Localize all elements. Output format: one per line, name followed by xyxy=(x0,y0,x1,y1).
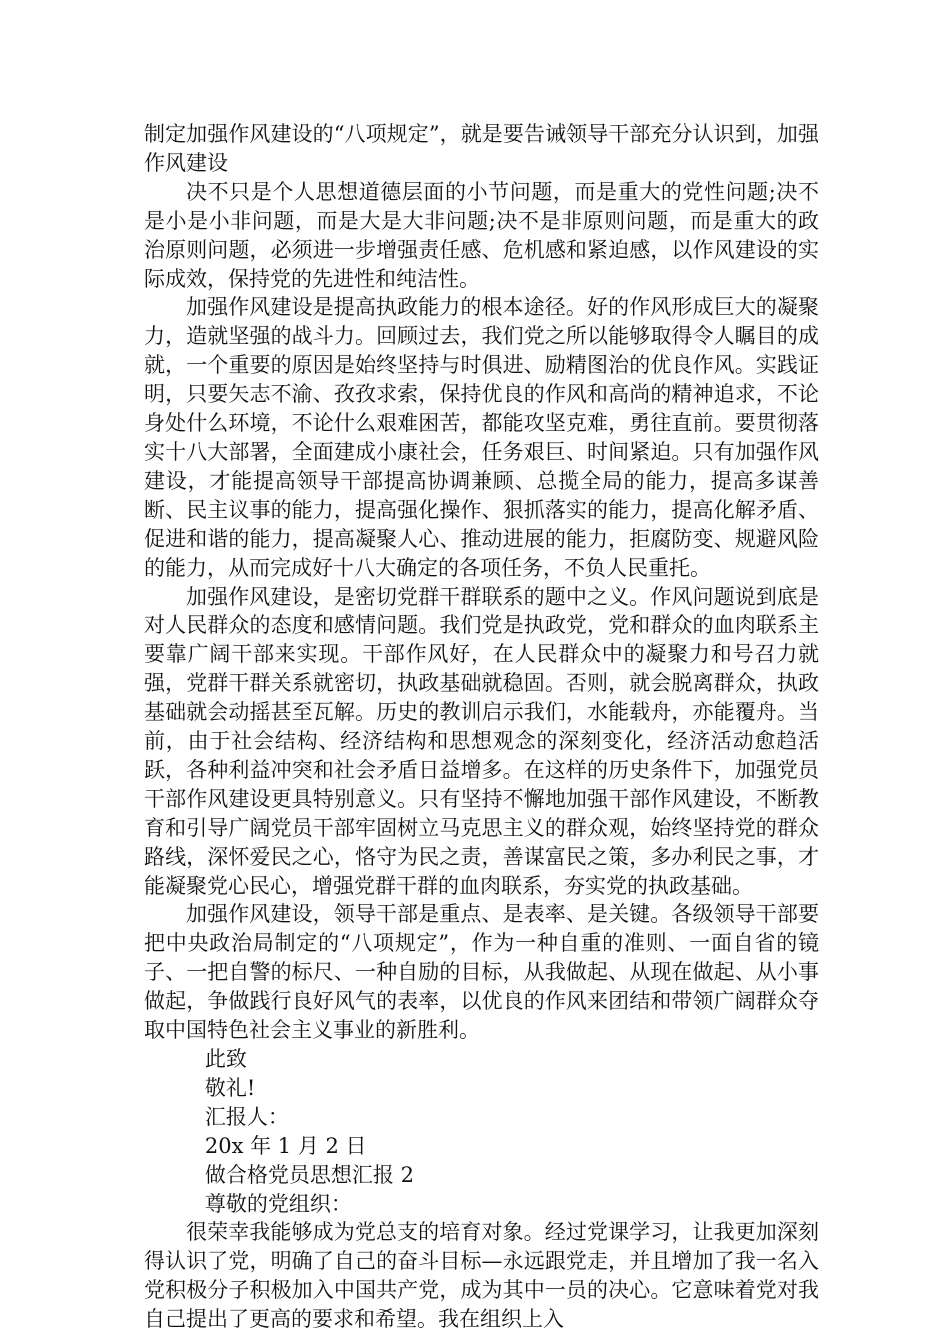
paragraph-leading-cadres: 加强作风建设，领导干部是重点、是表率、是关键。各级领导干部要把中央政治局制定的“八项规定”，作为一种自重的准则、一面自省的镜子、一把自警的标尺、一种自励的目标，从我做起、从现在做起、从小事做起，争做践行良好风气的表率，以优良的作风来团结和带领广阔群众夺取中国特色社会主义事业的新胜利。 xyxy=(144,902,819,1043)
document-body xyxy=(144,120,819,1334)
second-report-title: 做合格党员思想汇报 2 xyxy=(204,1162,414,1187)
paragraph-training-object: 很荣幸我能够成为党总支的培育对象。经过党课学习，让我更加深刻得认识了党，明确了自己的奋斗目标—永远跟党走，并且增加了我一名入党积极分子积极加入中国共产党，成为其中一员的决心。它意味着党对我自己提出了更高的要求和希望。我在组织上入 xyxy=(144,1220,819,1332)
paragraph-party-spirit: 决不只是个人思想道德层面的小节问题，而是重大的党性问题;决不是小是小非问题，而是大是大非问题;决不是非原则问题，而是重大的政治原则问题，必须进一步增强责任感、危机感和紧迫感，以作风建设的实际成效，保持党的先进性和纯洁性。 xyxy=(144,179,819,291)
closing-salutation: 此致 xyxy=(204,1047,247,1071)
paragraph-mass-relations: 加强作风建设，是密切党群干群联系的题中之义。作风问题说到底是对人民群众的态度和感情问题。我们党是执政党，党和群众的血肉联系主要靠广阔干部来实现。干部作风好，在人民群众中的凝聚力和号召力就强，党群干群关系就密切，执政基础就稳固。否则，就会脱离群众，执政基础就会动摇甚至瓦解。历史的教训启示我们，水能载舟，亦能覆舟。当前，由于社会结构、经济结构和思想观念的深刻变化，经济活动愈趋活跃，各种利益冲突和社会矛盾日益增多。在这样的历史条件下，加强党员干部作风建设更具特别意义。只有坚持不懈地加强干部作风建设，不断教育和引导广阔党员干部牢固树立马克思主义的群众观，始终坚持党的群众路线，深怀爱民之心，恪守为民之责，善谋富民之策，多办利民之事，才能凝聚党心民心，增强党群干群的血肉联系，夯实党的执政基础。 xyxy=(144,584,819,898)
reporter-label: 汇报人： xyxy=(204,1104,289,1129)
closing-regards: 敬礼! xyxy=(204,1075,256,1100)
greeting-line: 尊敬的党组织： xyxy=(204,1191,352,1216)
report-date: 20x 年 1 月 2 日 xyxy=(204,1133,367,1158)
paragraph-continuation: 制定加强作风建设的“八项规定”，就是要告诫领导干部充分认识到，加强作风建设 xyxy=(144,122,819,175)
paragraph-governing-ability: 加强作风建设是提高执政能力的根本途径。好的作风形成巨大的凝聚力，造就坚强的战斗力。回顾过去，我们党之所以能够取得令人瞩目的成就，一个重要的原因是始终坚持与时俱进、励精图治的优良作风。实践证明，只要矢志不渝、孜孜求索，保持优良的作风和高尚的精神追求，不论身处什么环境，不论什么艰难困苦，都能攻坚克难，勇往直前。要贯彻落实十八大部署，全面建成小康社会，任务艰巨、时间紧迫。只有加强作风建设，才能提高领导干部提高协调兼顾、总揽全局的能力，提高多谋善断、民主议事的能力，提高强化操作、狠抓落实的能力，提高化解矛盾、促进和谐的能力，提高凝聚人心、推动进展的能力，拒腐防变、规避风险的能力，从而完成好十八大确定的各项任务，不负人民重托。 xyxy=(144,295,819,580)
